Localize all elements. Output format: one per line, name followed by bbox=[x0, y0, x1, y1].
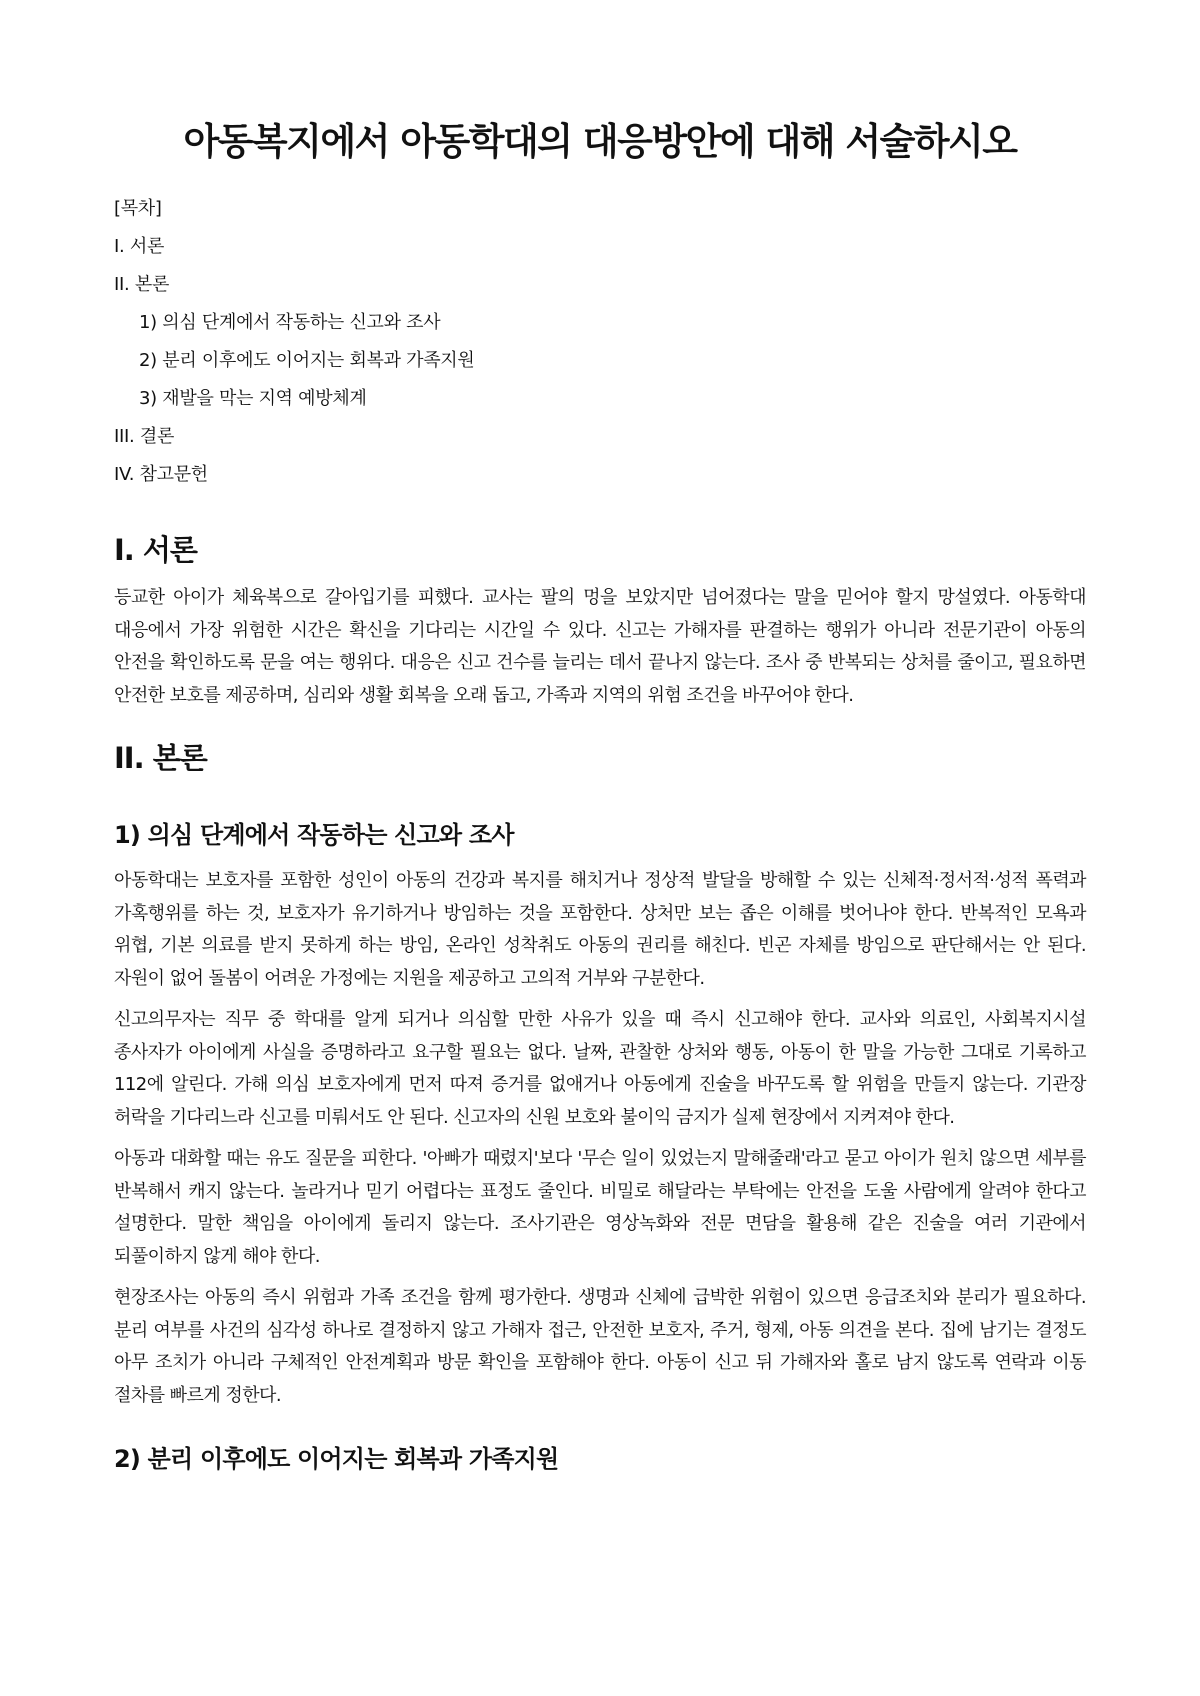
body-paragraph: 아동학대는 보호자를 포함한 성인이 아동의 건강과 복지를 해치거나 정상적 발달을 방해할 수 있는 신체적·정서적·성적 폭력과 가혹행위를 하는 것, 보호자가 유기하거나 방임하는 것을 포함한다. 상처만 보는 좁은 이해를 벗어나야 한다. 반복적인 모욕과 위협, 기본 의료를 받지 못하게 하는 방임, 온라인 성착취도 아동의 권리를 해친다. 빈곤 자체를 방임으로 판단해서는 안 된다. 자원이 없어 돌봄이 어려운 가정에는 지원을 제공하고 고의적 거부와 구분한다. bbox=[114, 870, 1086, 989]
subsection-heading-2: 2) 분리 이후에도 이어지는 회복과 가족지원 bbox=[114, 1445, 559, 1473]
toc-item-introduction: I. 서론 bbox=[114, 236, 165, 257]
toc-heading: [목차] bbox=[114, 198, 162, 219]
body-paragraph: 신고의무자는 직무 중 학대를 알게 되거나 의심할 만한 사유가 있을 때 즉시 신고해야 한다. 교사와 의료인, 사회복지시설 종사자가 아이에게 사실을 증명하라고 요구할 필요는 없다. 날짜, 관찰한 상처와 행동, 아동이 한 말을 가능한 그대로 기록하고 112에 알린다. 가해 의심 보호자에게 먼저 따져 증거를 없애거나 아동에게 진술을 바꾸도록 할 위험을 만들지 않는다. 기관장 허락을 기다리느라 신고를 미뤄서도 안 된다. 신고자의 신원 보호와 불이익 금지가 실제 현장에서 지켜져야 한다. bbox=[114, 1009, 1086, 1128]
subsection-heading-1: 1) 의심 단계에서 작동하는 신고와 조사 bbox=[114, 821, 514, 849]
toc-item-body-section-1: 1) 의심 단계에서 작동하는 신고와 조사 bbox=[139, 312, 441, 333]
toc-item-conclusion: III. 결론 bbox=[114, 426, 175, 447]
body-paragraph: 현장조사는 아동의 즉시 위험과 가족 조건을 함께 평가한다. 생명과 신체에 급박한 위험이 있으면 응급조치와 분리가 필요하다. 분리 여부를 사건의 심각성 하나로 결정하지 않고 가해자 접근, 안전한 보호자, 주거, 형제, 아동 의견을 본다. 집에 남기는 결정도 아무 조치가 아니라 구체적인 안전계획과 방문 확인을 포함해야 한다. 아동이 신고 뒤 가해자와 홀로 남지 않도록 연락과 이동 절차를 빠르게 정한다. bbox=[114, 1287, 1086, 1406]
document-title: 아동복지에서 아동학대의 대응방안에 대해 서술하시오 bbox=[183, 120, 1017, 163]
toc-item-body-section-3: 3) 재발을 막는 지역 예방체계 bbox=[139, 388, 367, 409]
table-of-contents bbox=[114, 190, 1086, 494]
document-body bbox=[114, 530, 1086, 1476]
introduction-paragraph: 등교한 아이가 체육복으로 갈아입기를 피했다. 교사는 팔의 멍을 보았지만 넘어졌다는 말을 믿어야 할지 망설였다. 아동학대 대응에서 가장 위험한 시간은 확신을 기다리는 시간일 수 있다. 신고는 가해자를 판결하는 행위가 아니라 전문기관이 아동의 안전을 확인하도록 문을 여는 행위다. 대응은 신고 건수를 늘리는 데서 끝나지 않는다. 조사 중 반복되는 상처를 줄이고, 필요하면 안전한 보호를 제공하며, 심리와 생활 회복을 오래 돕고, 가족과 지역의 위험 조건을 바꾸어야 한다. bbox=[114, 587, 1086, 706]
section-heading-body: II. 본론 bbox=[114, 741, 207, 775]
toc-item-body: II. 본론 bbox=[114, 274, 170, 295]
toc-item-body-section-2: 2) 분리 이후에도 이어지는 회복과 가족지원 bbox=[139, 350, 475, 371]
section-heading-introduction: I. 서론 bbox=[114, 533, 197, 567]
toc-item-references: IV. 참고문헌 bbox=[114, 464, 208, 485]
body-paragraph: 아동과 대화할 때는 유도 질문을 피한다. '아빠가 때렸지'보다 '무슨 일이 있었는지 말해줄래'라고 묻고 아이가 원치 않으면 세부를 반복해서 캐지 않는다. 놀라거나 믿기 어렵다는 표정도 줄인다. 비밀로 해달라는 부탁에는 안전을 도울 사람에게 알려야 한다고 설명한다. 말한 책임을 아이에게 돌리지 않는다. 조사기관은 영상녹화와 전문 면담을 활용해 같은 진술을 여러 기관에서 되풀이하지 않게 해야 한다. bbox=[114, 1148, 1086, 1267]
